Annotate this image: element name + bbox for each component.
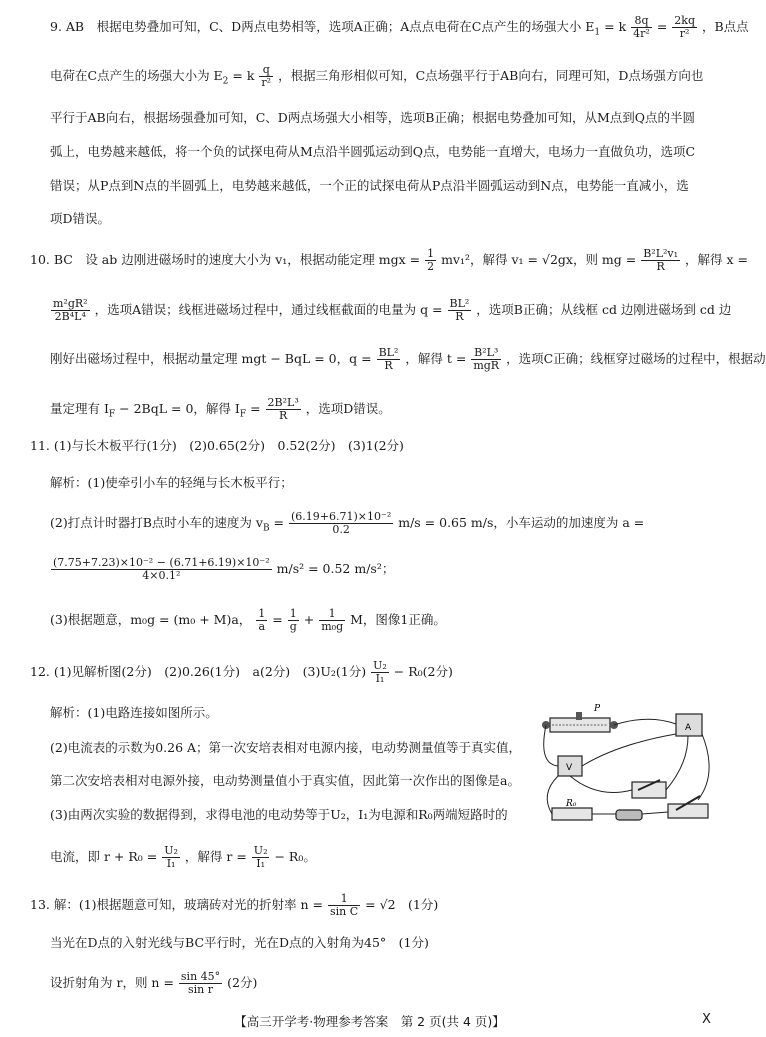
- numerator: m²gR²: [53, 297, 88, 310]
- denominator: a: [258, 620, 266, 633]
- q13-line-3: [50, 971, 709, 996]
- numerator: B²L³: [471, 347, 501, 360]
- denominator: sin C: [330, 905, 359, 918]
- fraction: [51, 298, 90, 323]
- svg-text:V: V: [566, 763, 573, 773]
- text: m/s = 0.65 m/s，小车运动的加速度为 a =: [398, 515, 645, 530]
- denominator: 4r²: [633, 27, 650, 40]
- denominator: 0.2: [332, 523, 350, 536]
- numerator: 1: [328, 893, 360, 906]
- denominator: I₁: [256, 857, 266, 870]
- text: 电流，即 r + R₀ =: [50, 849, 158, 864]
- fraction: [471, 347, 501, 372]
- q12-line-4: 第二次安培表相对电源外接，电动势测量值小于真实值，因此第一次作出的图像是a。: [50, 773, 520, 788]
- fraction: [641, 248, 680, 273]
- text: (2)打点计时器打B点时小车的速度为 v: [50, 515, 263, 530]
- denominator: 4×0.1²: [142, 569, 181, 582]
- denominator: mgR: [473, 359, 500, 372]
- numerator: 1: [427, 247, 435, 260]
- q12-line-1: [30, 660, 709, 685]
- fraction: [179, 971, 222, 996]
- text: ，选项B正确；从线框 cd 边刚进磁场到 cd 边: [476, 302, 732, 317]
- q9-line-6: 项D错误。: [50, 211, 111, 226]
- q12-line-3: (2)电流表的示数为0.26 A；第一次安培表相对电源内接，电动势测量值等于真实值，: [50, 740, 522, 755]
- text: =: [273, 515, 285, 530]
- text: M，图像1正确。: [350, 612, 446, 627]
- q13-line-1: [30, 893, 709, 918]
- text: ，选项D错误。: [305, 401, 391, 416]
- svg-text:A: A: [685, 723, 692, 733]
- denominator: m₀g: [321, 620, 344, 633]
- denominator: sin r: [188, 983, 214, 996]
- q11-line-5: [50, 608, 709, 633]
- fraction: [288, 608, 299, 633]
- text: =: [250, 401, 261, 416]
- q10-line-2: [50, 297, 732, 323]
- numerator: (6.19+6.71)×10⁻²: [291, 510, 392, 523]
- text: mv₁²，解得 v₁ = √2gx，则 mg =: [441, 252, 637, 267]
- numerator: U₂: [164, 844, 178, 857]
- text: =: [656, 19, 668, 34]
- numerator: (7.75+7.23)×10⁻² − (6.71+6.19)×10⁻²: [53, 556, 270, 569]
- q10-line-4: 量定理有 $I_F - 2BqL = 0$，解得 $I_F$ = $\frac{\text{2B²L³}}{R}$ ，选项D错误。: [50, 396, 391, 422]
- denominator: g: [289, 620, 297, 633]
- text: ，解得 t =: [405, 351, 467, 366]
- page-footer: 【高三开学考·物理参考答案 第 2 页(共 4 页)】: [234, 1014, 505, 1029]
- text: m/s² = 0.52 m/s²；: [276, 561, 395, 576]
- denominator: r²: [679, 27, 690, 40]
- numerator: BL²: [378, 346, 399, 359]
- denominator: 2B⁴L⁴: [54, 310, 86, 323]
- circuit-diagram: [538, 704, 720, 832]
- text: 12. (1)见解析图(2分) (2)0.26(1分) a(2分) (3)U₂(1分): [30, 664, 367, 679]
- fraction: [328, 893, 360, 918]
- q9-line-1: 9. AB 根据电势叠加可知，C、D两点电势相等，选项A正确；A点点电荷在C点产生的场强大小 $E_1 = k$ $\frac{8q}{\text{4r²}}$ = $\frac{2kq}{\text{r²}}$ ，B点点: [50, 14, 749, 40]
- text: (2分): [227, 975, 258, 990]
- text: = k: [232, 68, 255, 83]
- footer-mark: X: [702, 1012, 711, 1027]
- fraction: [162, 845, 180, 870]
- text: 刚好出磁场过程中，根据动量定理 mgt − BqL = 0，q =: [50, 351, 372, 366]
- text: ，解得 r =: [184, 849, 247, 864]
- fraction: [672, 15, 697, 40]
- text: ，根据三角形相似可知，C点场强平行于AB向右，同理可知，D点场强方向也: [278, 68, 704, 83]
- numerator: sin 45°: [180, 970, 221, 983]
- fraction: [51, 557, 272, 582]
- denominator: R: [384, 359, 393, 372]
- q12-line-2: 解析：(1)电路连接如图所示。: [50, 705, 218, 720]
- denominator: I₁: [166, 857, 176, 870]
- denominator: r²: [261, 76, 272, 89]
- fraction: [256, 608, 267, 633]
- fraction: [425, 248, 436, 273]
- text: 电荷在C点产生的场强大小为 E: [50, 68, 223, 83]
- numerator: 8q: [631, 15, 652, 28]
- q12-line-5: (3)由两次实验的数据得到，求得电池的电动势等于U₂，I₁为电源和R₀两端短路时的: [50, 807, 508, 822]
- fraction: [319, 608, 345, 633]
- numerator: B²L²v₁: [643, 247, 679, 260]
- q9-line-2: 电荷在C点产生的场强大小为 $E_2 = k$ $\frac{q}{\text{r²}}$ ，根据三角形相似可知，C点场强平行于AB向右，同理可知，D点场强方向也: [50, 63, 704, 89]
- q11-line-4: [50, 557, 709, 582]
- fraction: [371, 660, 389, 685]
- denominator: I₁: [375, 672, 385, 685]
- denominator: R: [656, 260, 665, 273]
- text: − R₀(2分): [393, 664, 453, 679]
- q12-line-6: [50, 845, 709, 870]
- numerator: U₂: [373, 659, 387, 672]
- fraction: [266, 397, 301, 422]
- q13-line-2: 当光在D点的入射光线与BC平行时，光在D点的入射角为45° (1分): [50, 935, 429, 950]
- q11-line-3: (2)打点计时器打B点时小车的速度为 $v_B$ = $\frac{\text{(6.19+6.71)×10⁻²}}{0.2}$ m/s = 0.65 m/s，小车运动的加速度为 a =: [50, 510, 645, 536]
- q10-line-1: [30, 247, 749, 273]
- text: 10. BC 设 ab 边刚进磁场时的速度大小为 v₁，根据动能定理 mgx =: [30, 252, 421, 267]
- numerator: 2kq: [674, 14, 695, 27]
- text: ，B点点: [701, 19, 749, 34]
- fraction: [289, 511, 393, 536]
- label-r0: R₀: [566, 799, 577, 809]
- q9-line-4: 弧上，电势越来越低，将一个负的试探电荷从M点沿半圆弧运动到Q点，电势能一直增大，电场力一直做负功，选项C: [50, 144, 696, 159]
- q9-line-3: 平行于AB向右，根据场强叠加可知，C、D两点场强大小相等，选项B正确；根据电势叠加可知，从M点到Q点的半圆: [50, 110, 696, 125]
- numerator: 1: [319, 608, 345, 621]
- text: = k: [604, 19, 627, 34]
- text: ，选项A错误；线框进磁场过程中，通过线框截面的电量为 q =: [94, 302, 443, 317]
- label-p: P: [594, 704, 601, 714]
- numerator: 1: [288, 608, 299, 621]
- text: ，选项C正确；线框穿过磁场的过程中，根据动: [506, 351, 766, 366]
- text: (3)根据题意，m₀g = (m₀ + M)a，: [50, 612, 252, 627]
- fraction: [631, 15, 652, 40]
- numerator: q: [259, 64, 273, 77]
- q11-line-1: 11. (1)与长木板平行(1分) (2)0.65(2分) 0.52(2分) (3)1(2分): [30, 438, 404, 453]
- text: − 2BqL = 0，解得 I: [119, 401, 240, 416]
- numerator: BL²: [449, 297, 470, 310]
- text: 设折射角为 r，则 n =: [50, 975, 174, 990]
- text: 13. 解：(1)根据题意可知，玻璃砖对光的折射率 n =: [30, 897, 324, 912]
- text: =: [272, 612, 283, 627]
- fraction: [448, 298, 472, 323]
- numerator: U₂: [253, 844, 268, 857]
- denominator: 2: [427, 260, 435, 273]
- denominator: R: [455, 310, 464, 323]
- fraction: [377, 347, 401, 372]
- text: = √2 (1分): [365, 897, 439, 912]
- numerator: 1: [258, 607, 266, 620]
- fraction: [252, 845, 270, 870]
- text: 量定理有 I: [50, 401, 109, 416]
- q9-line-5: 错误；从P点到N点的半圆弧上，电势越来越低，一个正的试探电荷从P点沿半圆弧运动到N点，电势能一直减小，选: [50, 178, 689, 193]
- q10-line-3: [50, 346, 766, 372]
- text: ，解得 x =: [685, 252, 749, 267]
- numerator: 2B²L³: [267, 396, 299, 409]
- q11-line-2: 解析：(1)使牵引小车的轻绳与长木板平行；: [50, 475, 293, 490]
- denominator: R: [279, 409, 288, 422]
- fraction: [259, 64, 273, 89]
- text: 9. AB 根据电势叠加可知，C、D两点电势相等，选项A正确；A点点电荷在C点产生的场强大小 E: [50, 19, 595, 34]
- text: +: [303, 612, 315, 627]
- text: − R₀。: [274, 849, 316, 864]
